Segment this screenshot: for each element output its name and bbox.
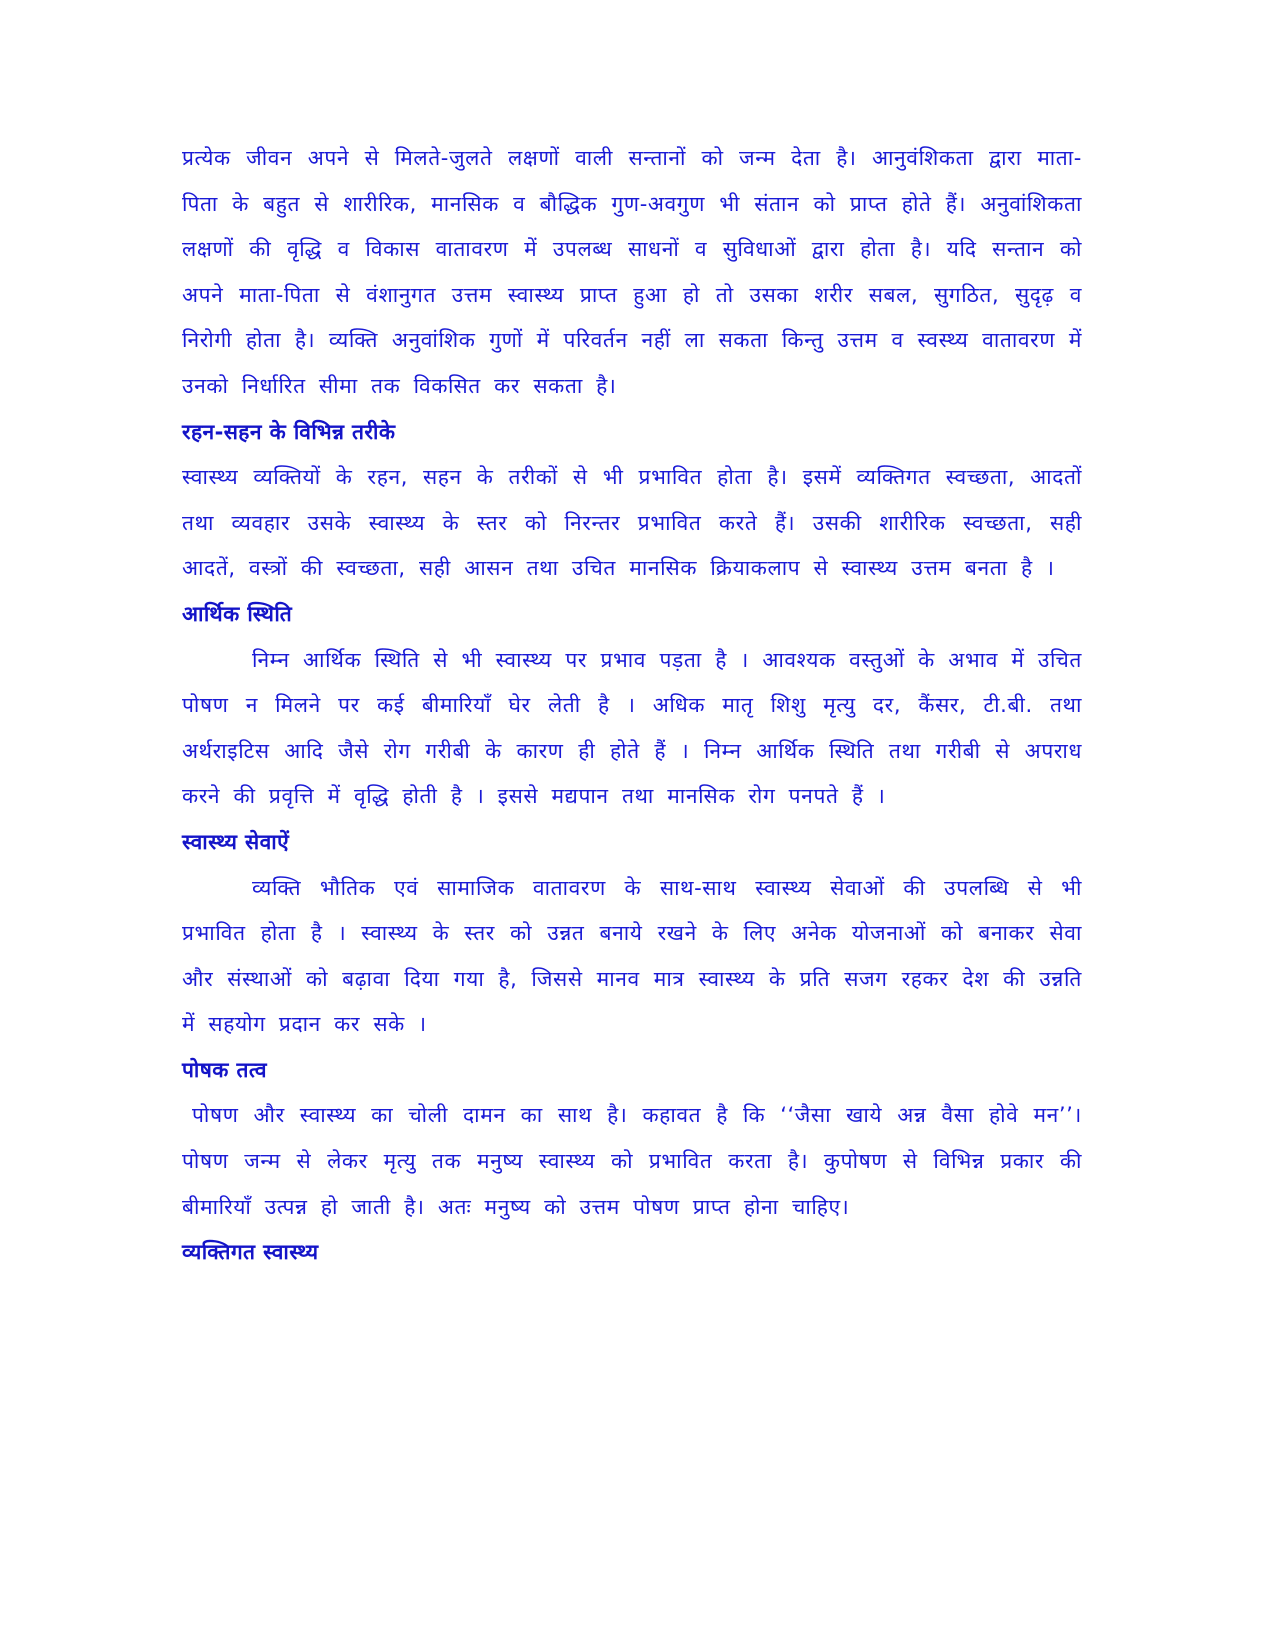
document-page bbox=[182, 136, 1082, 1276]
paragraph-economic-status: निम्न आर्थिक स्थिति से भी स्वास्थ्य पर प्रभाव पड़ता है । आवश्यक वस्तुओं के अभाव में उचित पोषण न मिलने पर कई बीमारियाँ घेर लेती है । अधिक मातृ शिशु मृत्यु दर, कैंसर, टी.बी. तथा अर्थराइटिस आदि जैसे रोग गरीबी के कारण ही होते हैं । निम्न आर्थिक स्थिति तथा गरीबी से अपराध करने की प्रवृत्ति में वृद्धि होती है । इससे मद्यपान तथा मानसिक रोग पनपते हैं । bbox=[182, 647, 1082, 809]
heading-economic-status: आर्थिक स्थिति bbox=[182, 601, 293, 626]
paragraph-heredity: प्रत्येक जीवन अपने से मिलते-जुलते लक्षणों वाली सन्तानों को जन्म देता है। आनुवंशिकता द्वारा माता-पिता के बहुत से शारीरिक, मानसिक व बौद्धिक गुण-अवगुण भी संतान को प्राप्त होते हैं। अनुवांशिकता लक्षणों की वृद्धि व विकास वातावरण में उपलब्ध साधनों व सुविधाओं द्वारा होता है। यदि सन्तान को अपने माता-पिता से वंशानुगत उत्तम स्वास्थ्य प्राप्त हुआ हो तो उसका शरीर सबल, सुगठित, सुदृढ़ व निरोगी होता है। व्यक्ति अनुवांशिक गुणों में परिवर्तन नहीं ला सकता किन्तु उत्तम व स्वस्थ्य वातावरण में उनको निर्धारित सीमा तक विकसित कर सकता है। bbox=[182, 146, 1082, 398]
heading-lifestyle: रहन-सहन के विभिन्न तरीके bbox=[182, 419, 396, 444]
heading-personal-health: व्यक्तिगत स्वास्थ्य bbox=[182, 1240, 319, 1265]
heading-nutrients: पोषक तत्व bbox=[182, 1057, 267, 1082]
paragraph-nutrients: पोषण और स्वास्थ्य का चोली दामन का साथ है। कहावत है कि ‘‘जैसा खाये अन्न वैसा होवे मन’’। पोषण जन्म से लेकर मृत्यु तक मनुष्य स्वास्थ्य को प्रभावित करता है। कुपोषण से विभिन्न प्रकार की बीमारियाँ उत्पन्न हो जाती है। अतः मनुष्य को उत्तम पोषण प्राप्त होना चाहिए। bbox=[182, 1103, 1082, 1219]
paragraph-lifestyle: स्वास्थ्य व्यक्तियों के रहन, सहन के तरीकों से भी प्रभावित होता है। इसमें व्यक्तिगत स्वच्छता, आदतों तथा व्यवहार उसके स्वास्थ्य के स्तर को निरन्तर प्रभावित करते हैं। उसकी शारीरिक स्वच्छता, सही आदतें, वस्त्रों की स्वच्छता, सही आसन तथा उचित मानसिक क्रियाकलाप से स्वास्थ्य उत्तम बनता है । bbox=[182, 465, 1082, 581]
paragraph-health-services: व्यक्ति भौतिक एवं सामाजिक वातावरण के साथ-साथ स्वास्थ्य सेवाओं की उपलब्धि से भी प्रभावित होता है । स्वास्थ्य के स्तर को उन्नत बनाये रखने के लिए अनेक योजनाओं को बनाकर सेवा और संस्थाओं को बढ़ावा दिया गया है, जिससे मानव मात्र स्वास्थ्य के प्रति सजग रहकर देश की उन्नति में सहयोग प्रदान कर सके । bbox=[182, 875, 1082, 1037]
heading-health-services: स्वास्थ्य सेवाऐं bbox=[182, 829, 290, 854]
